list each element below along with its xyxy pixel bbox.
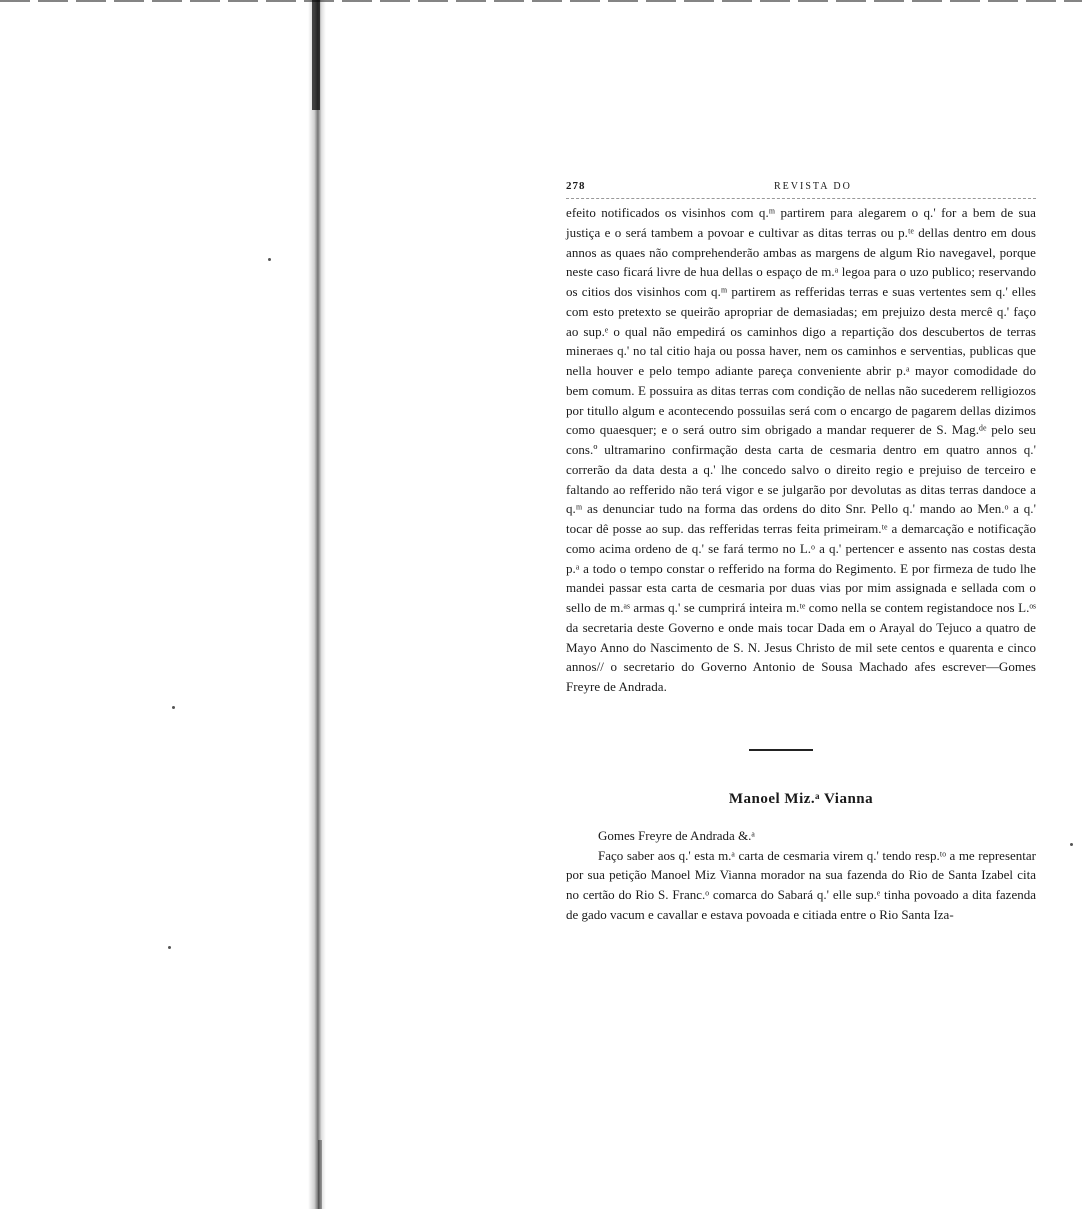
page-number: 278 — [566, 180, 586, 192]
section-paragraph-salutation: Gomes Freyre de Andrada &.ᵃ — [598, 827, 755, 843]
section-body — [566, 826, 1036, 925]
scan-speck — [268, 258, 271, 261]
book-gutter-shadow — [308, 0, 326, 1209]
body-text — [566, 203, 1036, 697]
section-divider — [749, 749, 813, 751]
running-head — [566, 176, 1036, 199]
book-gutter-shadow-top — [312, 0, 320, 110]
body-paragraph: efeito notificados os visinhos com q.ᵐ partirem para alegarem o q.' for a bem de sua justiça e o será tambem a povoar e cultivar as ditas terras ou p.ᵗᵉ dellas dentro em dous annos as quaes não comprehenderão ambas as margens de algum Rio navegavel, porque neste caso ficará livre de hua dellas o espaço de m.ᵃ legoa para o uzo publico; reservando os citios dos visinhos com q.ᵐ partirem as refferidas terras e suas vertentes sem q.' elles com esto pretexto se queirão apropriar de demasiadas; em prejuizo desta mercê q.' faço ao sup.ᵉ o qual não empedirá os caminhos digo a repartição dos descubertos de terras mineraes q.' no tal citio haja ou possa haver, nem os caminhos e serventias, publicas que nella houver e pelo tempo adiante pareça conveniente abrir p.ᵃ mayor comodidade do bem comum. E possuira as ditas terras com condição de nellas não sucederem relligiozos por titullo algum e acontecendo possuilas será com o encargo de pagarem dellas dizimos como quaesquer; e o será outro sim obrigado a mandar requerer de S. Mag.ᵈᵉ pelo seu cons.º ultramarino confirmação desta carta de cesmaria dentro em quatro annos q.' correrão da data desta a q.' lhe concedo salvo o direito regio e prejuiso de terceiro e faltando ao refferido não terá vigor e se julgarão por devolutas as ditas terras dandoce a q.ᵐ as denunciar tudo na forma das ordens do dito Snr. Pello q.' mando ao Men.ᵒ a q.' tocar dê posse ao sup. das refferidas terras feita primeiram.ᵗᵉ a demarcação e notificação como acima ordeno de q.' se fará termo no L.ᵒ a q.' pertencer e assento nas costas desta p.ᵃ a todo o tempo constar o refferido na forma do Regimento. E por firmeza de tudo lhe mandei passar esta carta de cesmaria por duas vias por mim assignada e sellada com o sello de m.ᵃˢ armas q.' se cumprirá inteira m.ᵗᵉ como nella se contem registandoce nos L.ᵒˢ da secretaria deste Governo e onde mais tocar Dada em o Arayal do Tejuco a quatro de Mayo Anno do Nascimento de S. N. Jesus Christo de mil sete centos e quarenta e cinco annos// o secretario do Governo Antonio de Sousa Machado afes escrever—Gomes Freyre de Andrada. — [566, 205, 1036, 694]
document-page — [566, 176, 1036, 925]
running-title: REVISTA DO — [774, 181, 852, 192]
scan-speck — [168, 946, 171, 949]
section-heading: Manoel Miz.ᵃ Vianna — [728, 790, 874, 807]
scan-speck — [1070, 843, 1073, 846]
section-paragraph-main: Faço saber aos q.' esta m.ᵃ carta de cesmaria virem q.' tendo resp.ᵗᵒ a me representar por sua petição Manoel Miz Vianna morador na sua fazenda do Rio de Santa Izabel cita no certão do Rio S. Franc.ᵒ comarca do Sabará q.' elle sup.ᵉ tinha povoado a dita fazenda de gado vacum e cavallar e estava povoada e citiada entre o Rio Santa Iza- — [566, 847, 1036, 922]
scan-top-edge — [0, 0, 1082, 2]
scan-speck — [172, 706, 175, 709]
book-gutter-shadow-bottom — [318, 1140, 322, 1209]
